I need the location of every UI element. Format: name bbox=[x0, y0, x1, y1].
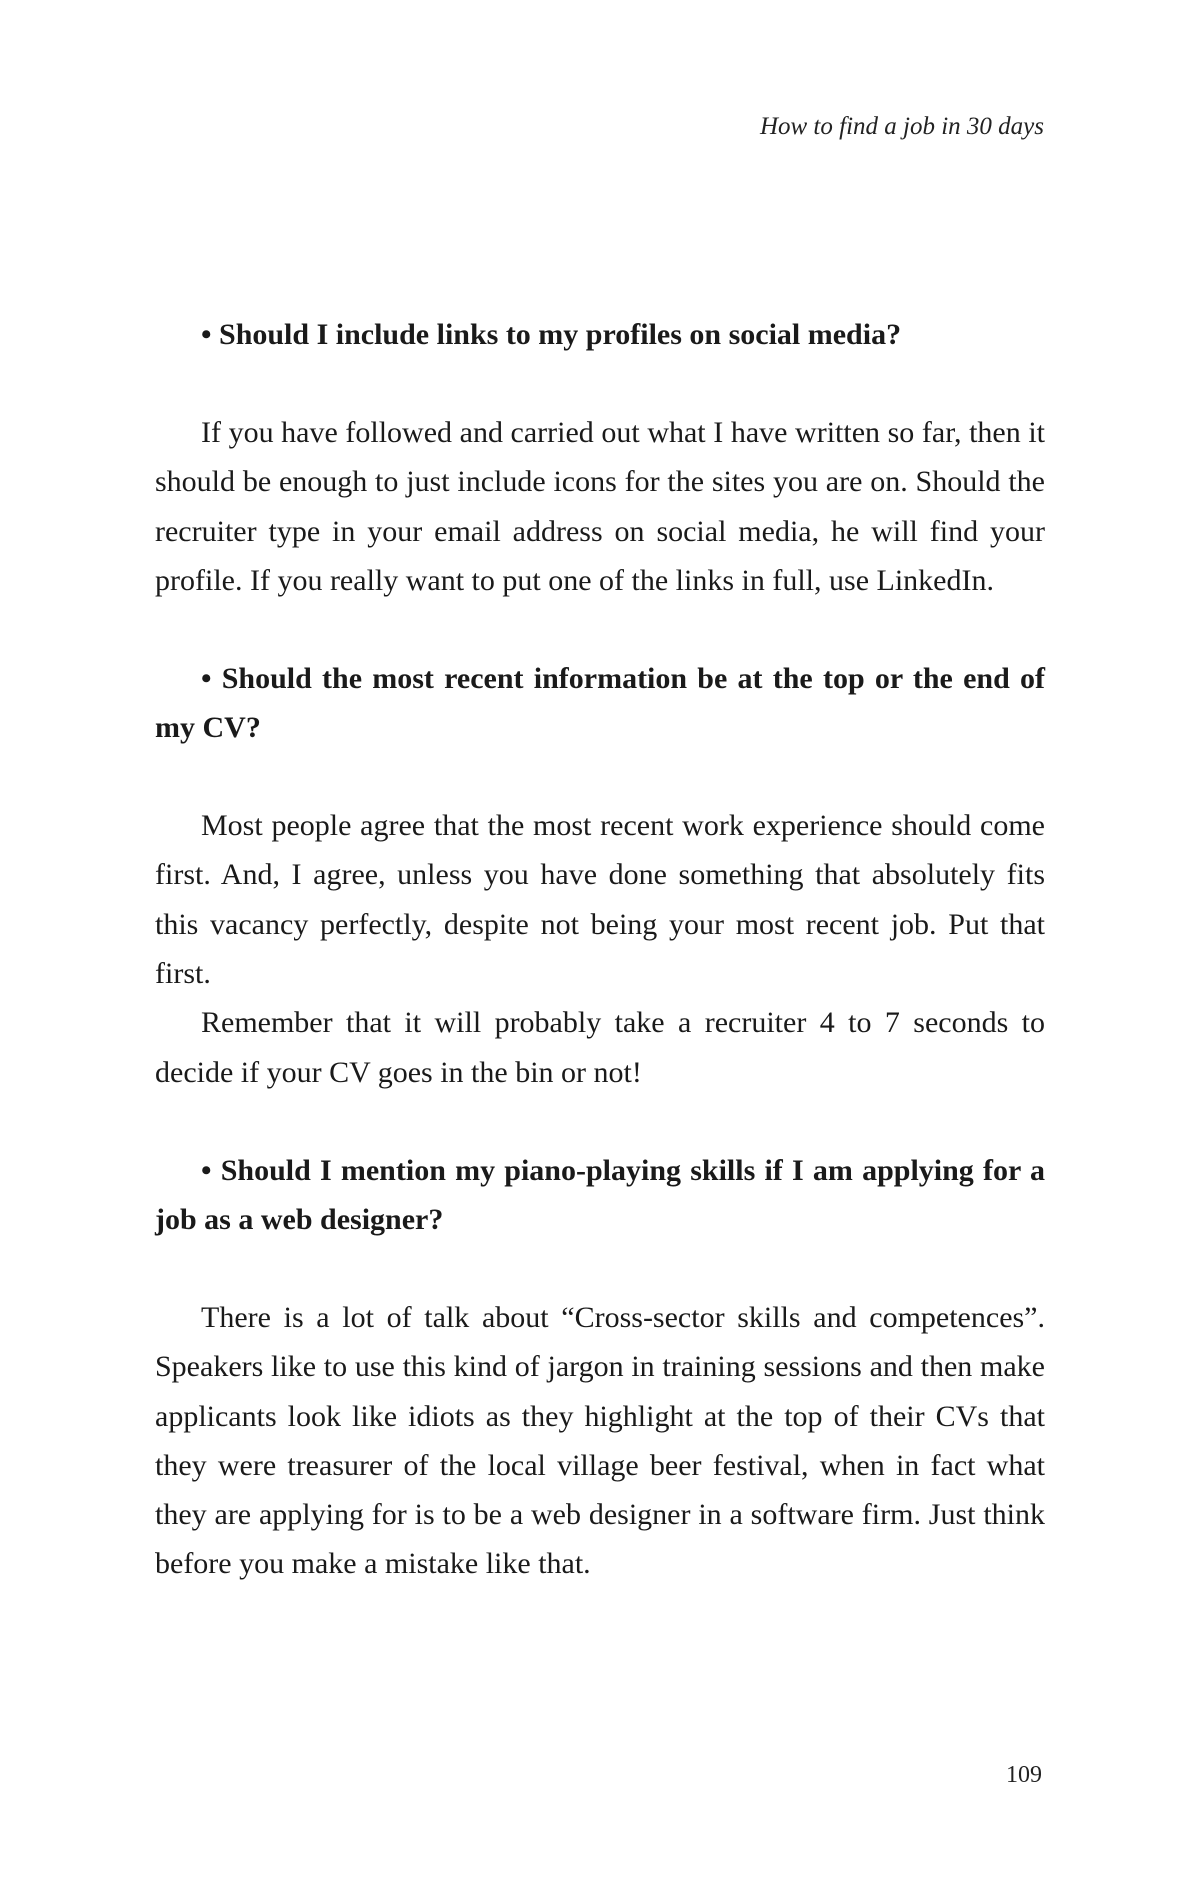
section-question-heading: • Should the most recent information be at the top or the end of my CV? bbox=[155, 662, 1045, 745]
body-paragraph: Most people agree that the most recent work experience should come first. And, I agree, unless you have done something that absolutely fits this vacancy perfectly, despite not being your most recent job. Put that first. bbox=[155, 809, 1045, 991]
spacer bbox=[155, 359, 1045, 408]
body-paragraph: Remember that it will probably take a recruiter 4 to 7 seconds to decide if your CV goes in the bin or not! bbox=[155, 1006, 1045, 1089]
page-body bbox=[155, 310, 1045, 1589]
spacer bbox=[155, 752, 1045, 801]
spacer bbox=[155, 1244, 1045, 1293]
page-number: 109 bbox=[1006, 1762, 1042, 1788]
spacer bbox=[155, 605, 1045, 654]
running-header: How to find a job in 30 days bbox=[759, 113, 1044, 140]
spacer bbox=[155, 1097, 1045, 1146]
section-question-heading: • Should I include links to my profiles on social media? bbox=[201, 318, 902, 351]
body-paragraph: There is a lot of talk about “Cross-sector skills and competences”. Speakers like to use this kind of jargon in training sessions and then make applicants look like idiots as they highlight at the top of their CVs that they were treasurer of the local village beer festival, when in fact what they are applying for is to be a web designer in a software firm. Just think before you make a mistake like that. bbox=[155, 1300, 1045, 1581]
section-question-heading: • Should I mention my piano-playing skills if I am applying for a job as a web designer? bbox=[155, 1153, 1045, 1236]
body-paragraph: If you have followed and carried out what I have written so far, then it should be enough to just include icons for the sites you are on. Should the recruiter type in your email address on social media, he will find your profile. If you really want to put one of the links in full, use LinkedIn. bbox=[155, 416, 1045, 597]
